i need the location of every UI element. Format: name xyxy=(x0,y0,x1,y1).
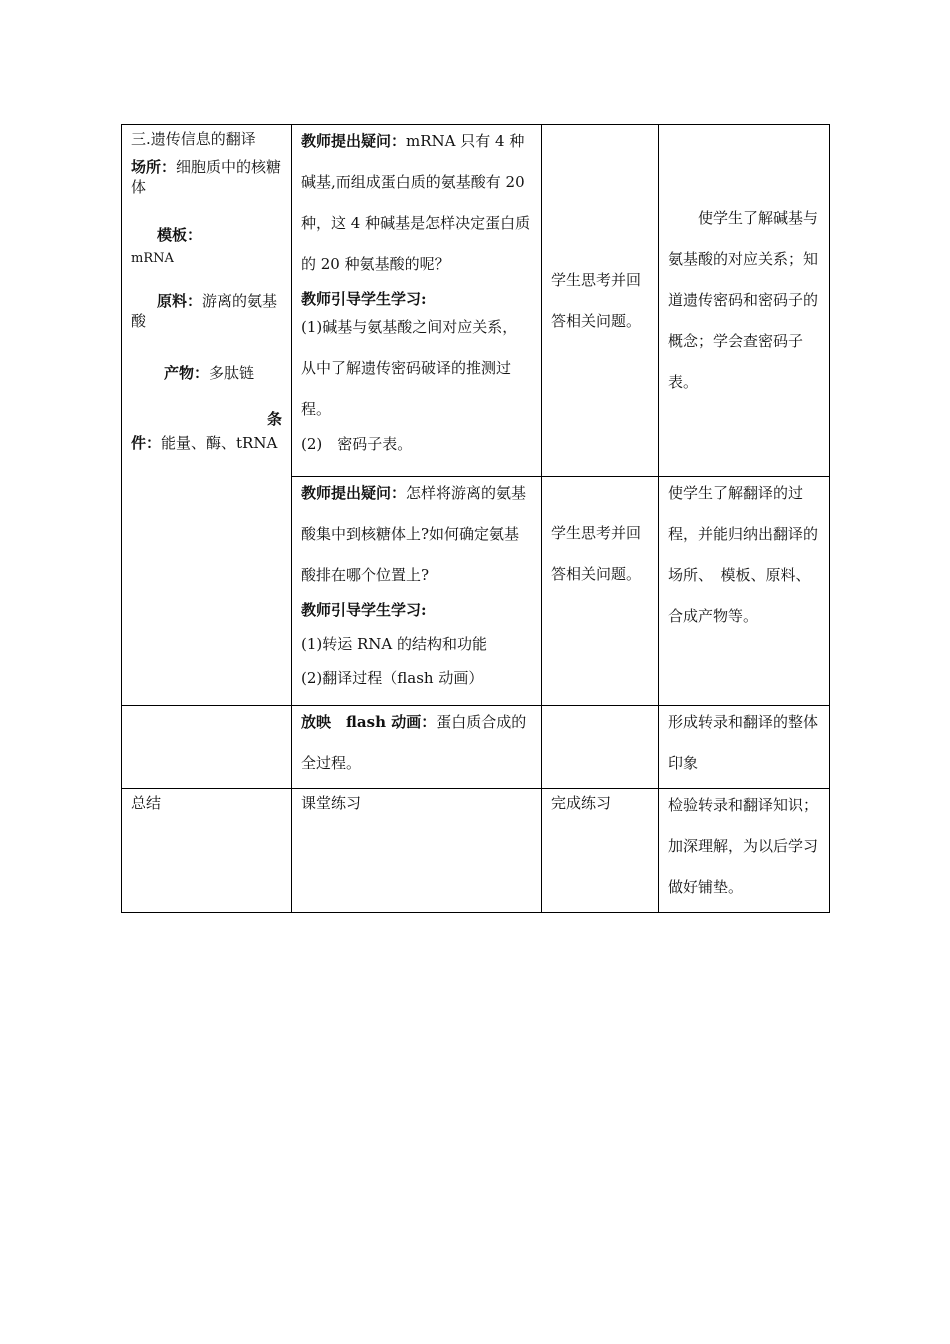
topic-cell xyxy=(122,789,292,913)
guide-label: 教师引导学生学习: xyxy=(301,601,427,619)
condition-value: 能量、酶、tRNA xyxy=(161,434,278,452)
table-row xyxy=(122,789,830,913)
lesson-plan-table xyxy=(121,124,830,913)
flash-line xyxy=(301,702,532,784)
purpose-cell xyxy=(659,477,830,706)
place-label: 场所： xyxy=(131,158,177,176)
student-cell xyxy=(542,125,659,477)
condition-label-a: 条 xyxy=(266,410,282,428)
guide-label: 教师引导学生学习: xyxy=(301,290,427,308)
product-label: 产物： xyxy=(164,364,210,382)
student-activity: 完成练习 xyxy=(551,794,612,812)
flash-label: 放映 flash 动画： xyxy=(301,713,437,731)
design-purpose: 检验转录和翻译知识；加深理解，为以后学习做好铺垫。 xyxy=(668,796,819,896)
guide-item-1: (1)碱基与氨基酸之间对应关系，从中了解遗传密码破译的推测过程。 xyxy=(301,318,518,418)
material-value: 游离的氨基酸 xyxy=(131,292,278,330)
student-activity: 学生思考并回答相关问题。 xyxy=(551,270,642,330)
condition-line xyxy=(131,433,282,453)
material-label: 原料： xyxy=(157,292,203,310)
table-row xyxy=(122,706,830,789)
topic-cell xyxy=(122,125,292,706)
summary-label: 总结 xyxy=(131,794,162,812)
design-purpose: 使学生了解碱基与氨基酸的对应关系；知道遗传密码和密码子的概念；学会查密码子表。 xyxy=(668,209,819,391)
purpose-cell xyxy=(659,125,830,477)
activity-cell xyxy=(292,706,542,789)
class-exercise: 课堂练习 xyxy=(301,794,362,812)
material-line xyxy=(131,291,282,331)
student-cell xyxy=(542,477,659,706)
product-value: 多肽链 xyxy=(209,364,255,382)
guide-item-2: (2)翻译过程（flash 动画） xyxy=(301,669,484,687)
activity-cell xyxy=(292,125,542,477)
section-title: 三.遗传信息的翻译 xyxy=(131,130,256,148)
activity-cell xyxy=(292,789,542,913)
template-value: mRNA xyxy=(131,251,174,266)
question-label: 教师提出疑问： xyxy=(301,132,407,150)
activity-cell xyxy=(292,477,542,706)
question-text: 怎样将游离的氨基酸集中到核糖体上?如何确定氨基酸排在哪个位置上? xyxy=(301,484,527,584)
condition-label-b: 件： xyxy=(131,434,162,452)
place-value: 细胞质中的核糖体 xyxy=(131,158,282,196)
question-text: mRNA 只有 4 种碱基,而组成蛋白质的氨基酸有 20 种，这 4 种碱基是怎样决定蛋白质的 20 种氨基酸的呢？ xyxy=(301,132,531,273)
student-cell xyxy=(542,706,659,789)
design-purpose: 形成转录和翻译的整体印象 xyxy=(668,713,819,772)
guide-item-2: (2) 密码子表。 xyxy=(301,435,413,453)
topic-cell xyxy=(122,706,292,789)
flash-text: 蛋白质合成的全过程。 xyxy=(301,713,527,772)
guide-item-1: (1)转运 RNA 的结构和功能 xyxy=(301,635,488,653)
template-label: 模板： xyxy=(157,226,203,244)
table-row xyxy=(122,125,830,477)
teacher-question xyxy=(301,121,532,285)
question-label: 教师提出疑问： xyxy=(301,484,407,502)
place-line xyxy=(131,157,282,197)
student-cell xyxy=(542,789,659,913)
product-line xyxy=(131,363,282,383)
purpose-cell xyxy=(659,706,830,789)
student-activity: 学生思考并回答相关问题。 xyxy=(551,524,642,583)
purpose-cell xyxy=(659,789,830,913)
teacher-question xyxy=(301,473,532,596)
design-purpose: 使学生了解翻译的过程，并能归纳出翻译的场所、 模板、原料、合成产物等。 xyxy=(668,484,819,625)
